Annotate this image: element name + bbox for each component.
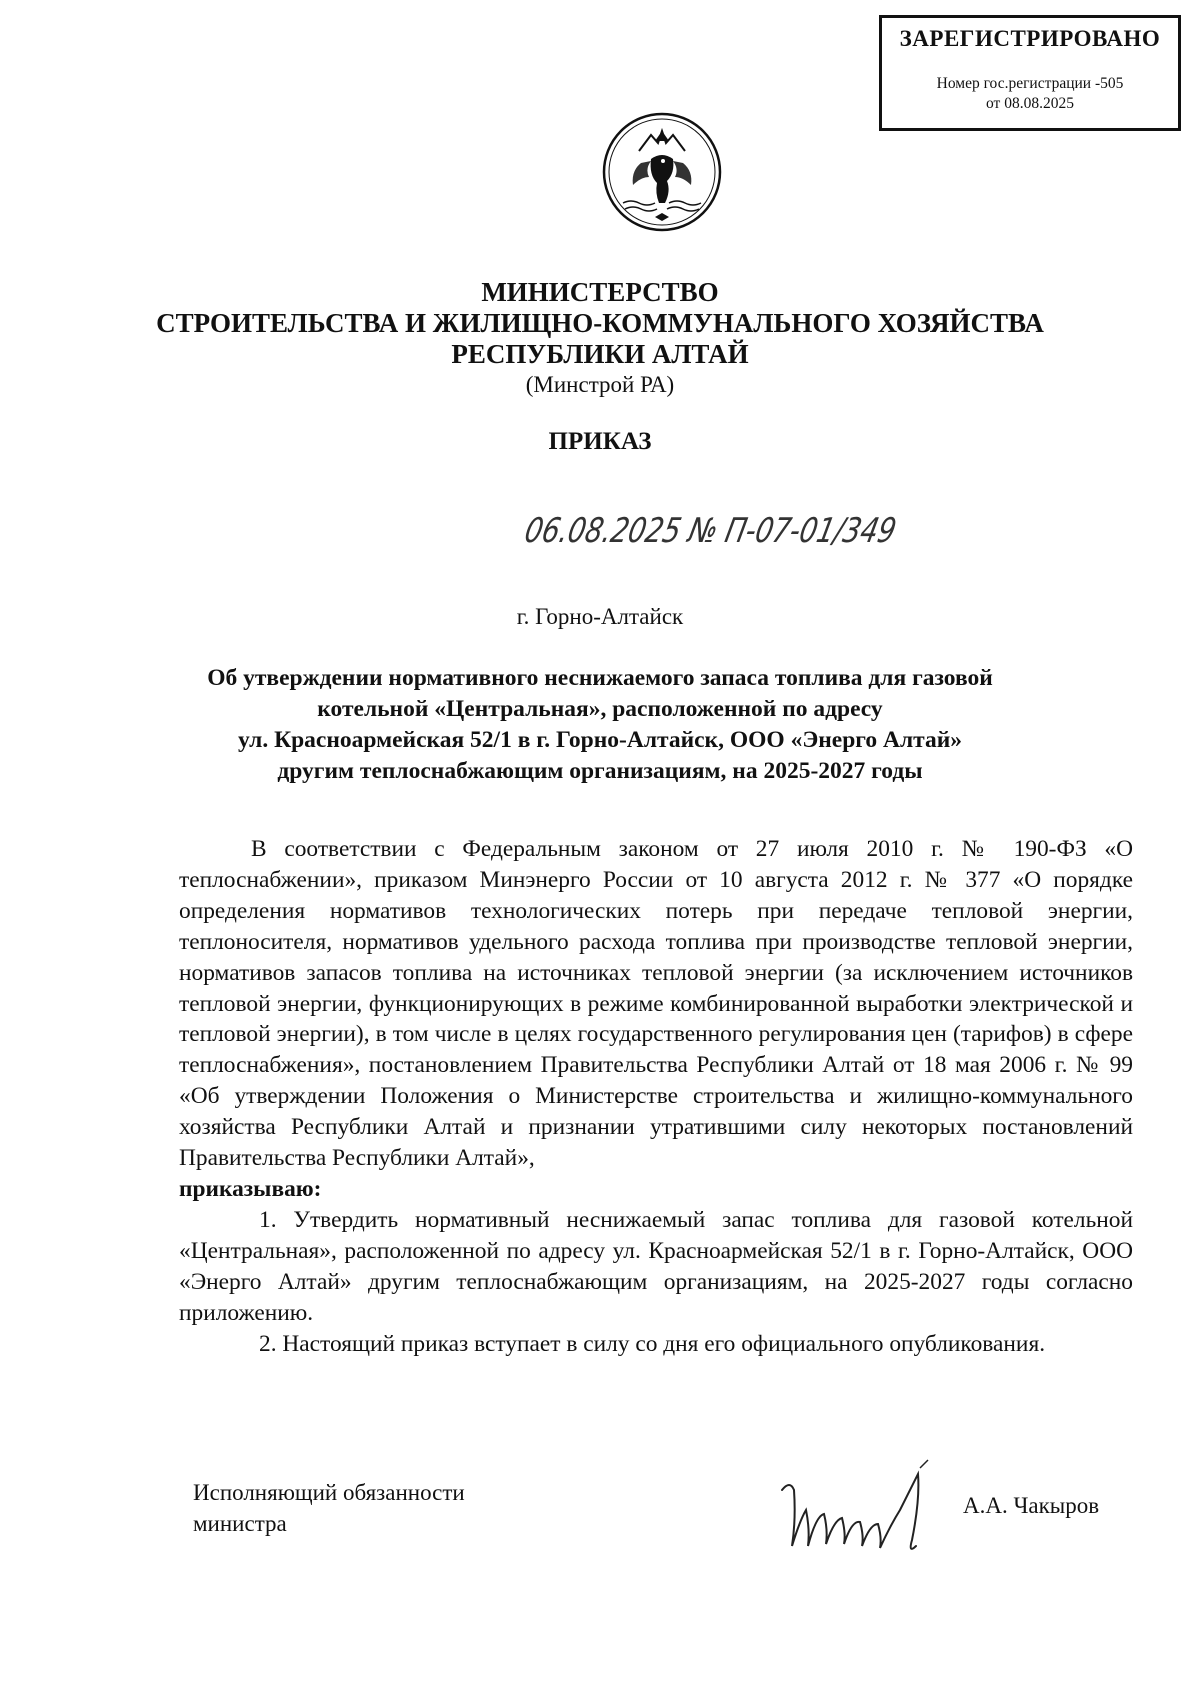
city: г. Горно-Алтайск — [516, 604, 684, 629]
org-line-3: РЕСПУБЛИКИ АЛТАЙ — [451, 339, 749, 369]
handwritten-order-number — [520, 500, 995, 560]
registration-title: ЗАРЕГИСТРИРОВАНО — [899, 26, 1161, 51]
document-type: ПРИКАЗ — [548, 428, 652, 455]
preamble-paragraph: В соответствии с Федеральным законом от 27 июля 2010 г. № 190-ФЗ «О теплоснабжении», приказом Минэнерго России от 10 августа 2012 г. № 377 «О порядке определения нормативов технологических потерь при передаче тепловой энергии, теплоносителя, нормативов удельного расхода топлива при производстве тепловой энергии, нормативов запасов топлива на источниках тепловой энергии (за исключением источников тепловой энергии, функционирующих в режиме комбинированной выработки электрической и тепловой энергии), в том числе в целях государственного регулирования цен (тарифов) в сфере теплоснабжения», постановлением Правительства Республики Алтай от 18 мая 2006 г. № 99 «Об утверждении Положения о Министерстве строительства и жилищно-коммунального хозяйства Республики Алтай и признании утратившими силу некоторых постановлений Правительства Республики Алтай», — [179, 836, 1133, 1172]
order-body — [179, 834, 1133, 1359]
subject-line-2: котельной «Центральная», расположенной по адресу — [317, 696, 883, 722]
signer-position-line-2: министра — [193, 1511, 287, 1536]
registration-stamp — [879, 15, 1181, 131]
order-item-1: 1. Утвердить нормативный неснижаемый запас топлива для газовой котельной «Центральная», расположенной по адресу ул. Красноармейская 52/1 в г. Горно-Алтайск, ООО «Энерго Алтай» другим теплоснабжающим организациям, на 2025-2027 годы согласно приложению. — [179, 1206, 1133, 1326]
svg-text:06.08.2025 № П-07-01/349: 06.08.2025 № П-07-01/349 — [521, 511, 995, 551]
subject-line-4: другим теплоснабжающим организациям, на 2025-2027 годы — [277, 758, 923, 784]
org-short-name: (Минстрой РА) — [525, 372, 675, 397]
signer-name: А.А. Чакыров — [963, 1493, 1100, 1518]
order-word: приказываю: — [179, 1175, 322, 1202]
signer-position-line-1: Исполняющий обязанности — [193, 1480, 465, 1505]
subject-line-1: Об утверждении нормативного неснижаемого запаса топлива для газовой — [207, 665, 993, 691]
organization-name — [0, 277, 1200, 370]
order-item-2: 2. Настоящий приказ вступает в силу со дня его официального опубликования. — [259, 1330, 1046, 1357]
order-subject — [0, 663, 1200, 787]
registration-date: от 08.08.2025 — [986, 95, 1074, 112]
signer-position — [193, 1477, 465, 1539]
org-line-2: СТРОИТЕЛЬСТВА И ЖИЛИЩНО-КОММУНАЛЬНОГО ХОЗЯЙСТВА — [156, 308, 1044, 338]
org-line-1: МИНИСТЕРСТВО — [481, 277, 719, 307]
handwritten-signature — [770, 1450, 960, 1565]
subject-line-3: ул. Красноармейская 52/1 в г. Горно-Алтайск, ООО «Энерго Алтай» — [237, 727, 963, 753]
registration-number: Номер гос.регистрации -505 — [936, 75, 1124, 92]
republic-altai-coat-of-arms-icon — [601, 111, 723, 233]
